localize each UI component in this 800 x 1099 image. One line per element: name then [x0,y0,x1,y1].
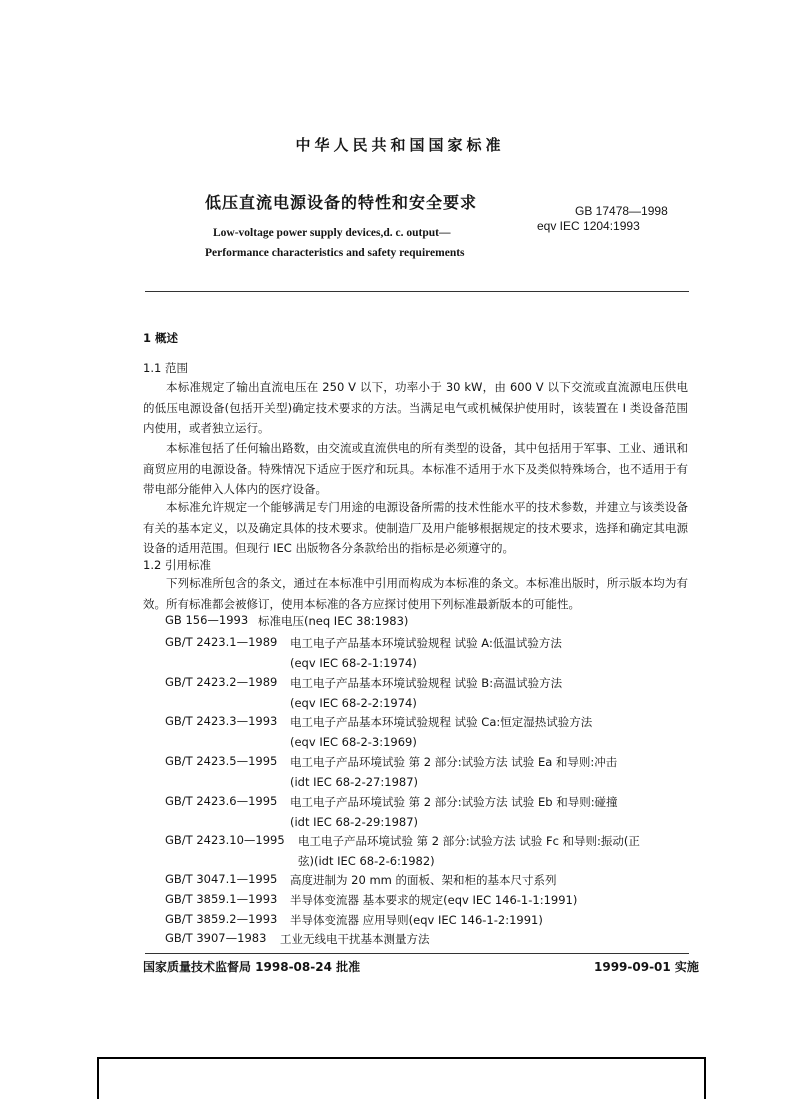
reference-code: GB/T 2423.5—1995 [165,754,278,768]
reference-title: 电工电子产品基本环境试验规程 试验 Ca:恒定湿热试验方法 [290,715,593,729]
reference-code: GB/T 3859.1—1993 [165,892,278,906]
reference-continuation: 弦)(idt IEC 68-2-6:1982) [298,854,435,868]
reference-continuation: (idt IEC 68-2-27:1987) [290,775,418,789]
reference-code: GB/T 2423.6—1995 [165,794,278,808]
reference-code: GB 156—1993 [165,613,249,627]
reference-continuation: (idt IEC 68-2-29:1987) [290,815,418,829]
english-title-line1: Low-voltage power supply devices,d. c. output— [213,227,451,239]
scope-paragraph-1: 本标准规定了输出直流电压在 250 V 以下，功率小于 30 kW，由 600 V 以下交流或直流源电压供电的低压电源设备(包括开关型)确定技术要求的方法。当满足电气或机械保护使用时，该装置在 I 类设备范围内使用，或者独立运行。 [143,380,688,435]
reference-title: 标准电压(neq IEC 38:1983) [258,614,409,628]
standard-type-heading: 中华人民共和国国家标准 [295,136,505,154]
section-1-heading: 1 概述 [143,331,179,345]
reference-title: 半导体变流器 应用导则(eqv IEC 146-1-2:1991) [290,913,543,927]
scope-paragraph-2: 本标准包括了任何输出路数，由交流或直流供电的所有类型的设备，其中包括用于军事、工业、通讯和商贸应用的电源设备。特殊情况下适应于医疗和玩具。本标准不适用于水下及类似特殊场合，也不适用于有带电部分能伸入人体内的医疗设备。 [143,441,688,496]
reference-code: GB/T 2423.10—1995 [165,833,285,847]
reference-continuation: (eqv IEC 68-2-3:1969) [290,735,417,749]
reference-code: GB/T 3907—1983 [165,931,267,945]
english-title-line2: Performance characteristics and safety requirements [205,247,465,259]
reference-code: GB/T 2423.3—1993 [165,714,278,728]
approval-info: 国家质量技术监督局 1998-08-24 批准 [143,960,361,974]
reference-title: 高度进制为 20 mm 的面板、架和柜的基本尺寸系列 [290,873,557,887]
reference-continuation: (eqv IEC 68-2-2:1974) [290,696,417,710]
reference-code: GB/T 2423.1—1989 [165,635,278,649]
reference-code: GB/T 3859.2—1993 [165,912,278,926]
header-rule [145,291,689,292]
section-1-1-heading: 1.1 范围 [143,361,188,375]
reference-title: 电工电子产品基本环境试验规程 试验 A:低温试验方法 [290,636,562,650]
reference-title: 半导体变流器 基本要求的规定(eqv IEC 146-1-1:1991) [290,893,578,907]
section-1-2-heading: 1.2 引用标准 [143,558,211,572]
reference-title: 电工电子产品基本环境试验规程 试验 B:高温试验方法 [290,676,563,690]
reference-code: GB/T 3047.1—1995 [165,872,278,886]
normative-references-intro: 下列标准所包含的条文，通过在本标准中引用而构成为本标准的条文。本标准出版时，所示版本均为有效。所有标准都会被修订，使用本标准的各方应探讨使用下列标准最新版本的可能性。 [143,576,688,611]
next-page-frame [97,1057,706,1099]
gb-number: GB 17478—1998 [575,204,668,218]
iec-equivalence: eqv IEC 1204:1993 [537,219,640,233]
implementation-date: 1999-09-01 实施 [594,960,699,974]
document-title: 低压直流电源设备的特性和安全要求 [205,193,478,212]
reference-code: GB/T 2423.2—1989 [165,675,278,689]
reference-title: 电工电子产品环境试验 第 2 部分:试验方法 试验 Ea 和导则:冲击 [290,755,618,769]
scope-paragraph-3: 本标准允许规定一个能够满足专门用途的电源设备所需的技术性能水平的技术参数，并建立与该类设备有关的基本定义，以及确定具体的技术要求。使制造厂及用户能够根据规定的技术要求，选择和确定其电源设备的适用范围。但现行 IEC 出版物各分条款给出的指标是必须遵守的。 [143,500,688,555]
reference-title: 电工电子产品环境试验 第 2 部分:试验方法 试验 Fc 和导则:振动(正 [298,834,640,848]
reference-title: 电工电子产品环境试验 第 2 部分:试验方法 试验 Eb 和导则:碰撞 [290,795,618,809]
reference-continuation: (eqv IEC 68-2-1:1974) [290,656,417,670]
footer-rule [145,953,689,954]
reference-title: 工业无线电干扰基本测量方法 [280,932,430,946]
